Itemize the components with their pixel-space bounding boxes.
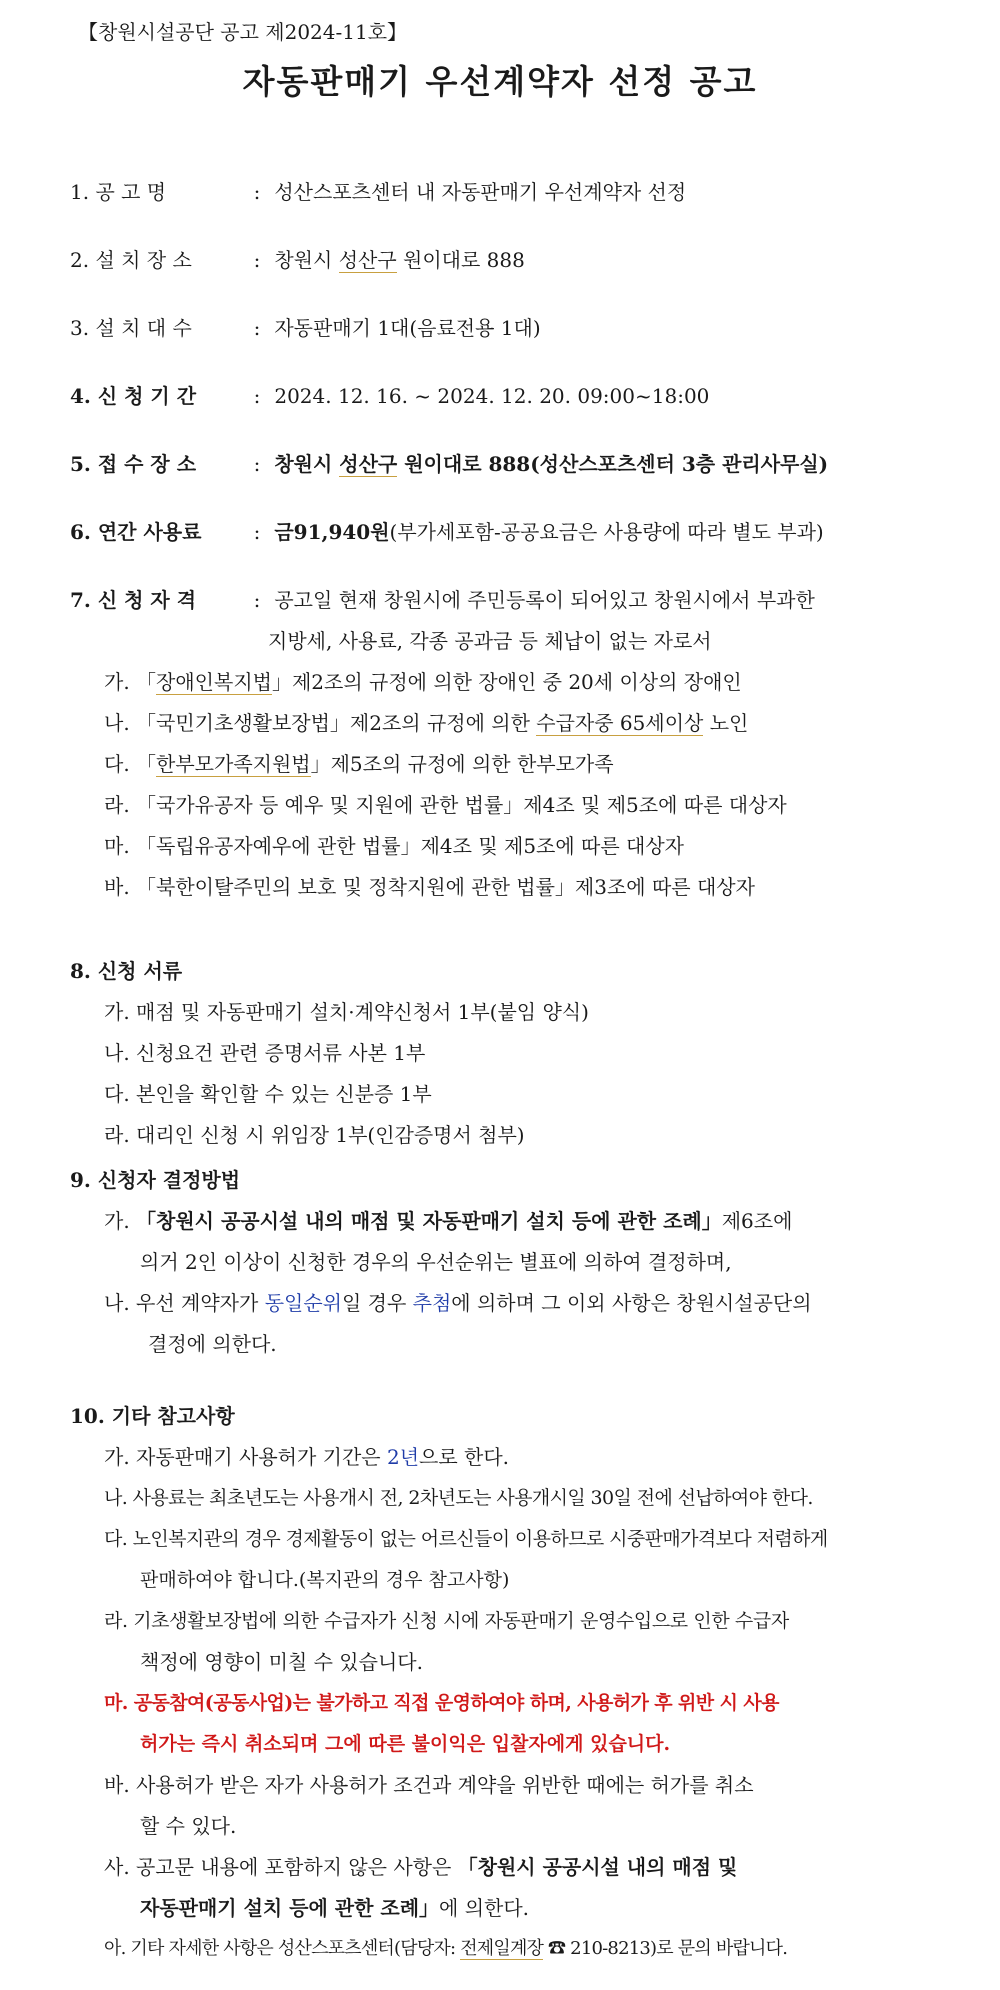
item-7-sub-da: 다. 「한부모가족지원법」제5조의 규정에 의한 한부모가족 xyxy=(104,752,614,776)
item-5-label: 5. 접 수 장 소 xyxy=(70,452,197,476)
item-7-label: 7. 신 청 자 격 xyxy=(70,588,197,612)
item-10-sub-a: 아. 기타 자세한 사항은 성산스포츠센터(담당자: 전제일계장 ☎ 210-8213)로 문의 바랍니다. xyxy=(104,1938,788,1959)
item-7-sub-ba: 바. 「북한이탈주민의 보호 및 정착지원에 관한 법률」제3조에 따른 대상자 xyxy=(104,875,755,899)
item-6: 6. 연간 사용료 : 금91,940원(부가세포함-공공요금은 사용량에 따라 별도 부과) xyxy=(70,520,824,544)
page-title: 자동판매기 우선계약자 선정 공고 xyxy=(242,62,758,101)
item-10-sub-sa: 사. 공고문 내용에 포함하지 않은 사항은 「창원시 공공시설 내의 매점 및 xyxy=(104,1855,738,1879)
item-9-sub-ga-line2: 의거 2인 이상이 신청한 경우의 우선순위는 별표에 의하여 결정하며, xyxy=(140,1250,732,1274)
item-10-sub-ra: 라. 기초생활보장법에 의한 수급자가 신청 시에 자동판매기 운영수입으로 인한 수급자 xyxy=(104,1610,789,1632)
item-2: 2. 설 치 장 소 : 창원시 성산구 원이대로 888 xyxy=(70,248,525,272)
item-1-value: 성산스포츠센터 내 자동판매기 우선계약자 선정 xyxy=(274,180,687,204)
item-10-sub-da: 다. 노인복지관의 경우 경제활동이 없는 어르신들이 이용하므로 시중판매가격보다 저렴하게 xyxy=(104,1528,828,1550)
item-8-sub-ga: 가. 매점 및 자동판매기 설치·계약신청서 1부(붙임 양식) xyxy=(104,1000,589,1024)
item-7-sub-ra: 라. 「국가유공자 등 예우 및 지원에 관한 법률」제4조 및 제5조에 따른 대상자 xyxy=(104,793,787,817)
item-9-sub-na-line2: 결정에 의한다. xyxy=(148,1332,277,1356)
item-10-sub-na: 나. 사용료는 최초년도는 사용개시 전, 2차년도는 사용개시일 30일 전에 선납하여야 한다. xyxy=(104,1487,813,1509)
item-10-sub-ma: 마. 공동참여(공동사업)는 불가하고 직접 운영하여야 하며, 사용허가 후 위반 시 사용 xyxy=(104,1692,779,1714)
item-3-value: 자동판매기 1대(음료전용 1대) xyxy=(274,316,541,340)
item-5: 5. 접 수 장 소 : 창원시 성산구 원이대로 888(성산스포츠센터 3층 관리사무실) xyxy=(70,452,829,476)
item-6-value: 금91,940원(부가세포함-공공요금은 사용량에 따라 별도 부과) xyxy=(274,520,824,544)
item-10-heading: 10. 기타 참고사항 xyxy=(70,1404,235,1428)
item-7-value-line2: 지방세, 사용료, 각종 공과금 등 체납이 없는 자로서 xyxy=(268,629,712,653)
item-7-sub-ga: 가. 「장애인복지법」제2조의 규정에 의한 장애인 중 20세 이상의 장애인 xyxy=(104,670,742,694)
item-8-sub-ra: 라. 대리인 신청 시 위임장 1부(인감증명서 첨부) xyxy=(104,1123,525,1147)
item-9-heading: 9. 신청자 결정방법 xyxy=(70,1168,241,1192)
item-7-sub-na: 나. 「국민기초생활보장법」제2조의 규정에 의한 수급자중 65세이상 노인 xyxy=(104,711,749,735)
item-6-label: 6. 연간 사용료 xyxy=(70,520,202,544)
item-2-label: 2. 설 치 장 소 xyxy=(70,248,192,272)
item-8-heading: 8. 신청 서류 xyxy=(70,959,183,983)
item-8-sub-da: 다. 본인을 확인할 수 있는 신분증 1부 xyxy=(104,1082,432,1106)
item-1-label: 1. 공 고 명 xyxy=(70,180,167,204)
notice-number: 【창원시설공단 공고 제2024-11호】 xyxy=(78,20,408,44)
item-10-sub-da-line2: 판매하여야 합니다.(복지관의 경우 참고사항) xyxy=(140,1569,510,1591)
item-9-sub-na: 나. 우선 계약자가 동일순위일 경우 추첨에 의하며 그 이외 사항은 창원시설공단의 xyxy=(104,1291,812,1315)
item-4-label: 4. 신 청 기 간 xyxy=(70,384,197,408)
item-5-value: 창원시 성산구 원이대로 888(성산스포츠센터 3층 관리사무실) xyxy=(274,452,829,476)
item-10-sub-ba-line2: 할 수 있다. xyxy=(140,1814,237,1838)
item-7-sub-ma: 마. 「독립유공자예우에 관한 법률」제4조 및 제5조에 따른 대상자 xyxy=(104,834,685,858)
item-10-sub-ma-line2: 허가는 즉시 취소되며 그에 따른 불이익은 입찰자에게 있습니다. xyxy=(140,1733,671,1755)
item-10-sub-ra-line2: 책정에 영향이 미칠 수 있습니다. xyxy=(140,1650,423,1674)
item-4-value: 2024. 12. 16. ~ 2024. 12. 20. 09:00~18:00 xyxy=(274,384,710,408)
item-3-label: 3. 설 치 대 수 xyxy=(70,316,192,340)
item-9-sub-ga: 가. 「창원시 공공시설 내의 매점 및 자동판매기 설치 등에 관한 조례」제6조에 xyxy=(104,1209,793,1233)
item-8-sub-na: 나. 신청요건 관련 증명서류 사본 1부 xyxy=(104,1041,426,1065)
item-3: 3. 설 치 대 수 : 자동판매기 1대(음료전용 1대) xyxy=(70,316,541,340)
item-10-sub-ga: 가. 자동판매기 사용허가 기간은 2년으로 한다. xyxy=(104,1445,510,1469)
item-10-sub-sa-line2: 자동판매기 설치 등에 관한 조례」에 의한다. xyxy=(140,1896,530,1920)
item-4: 4. 신 청 기 간 : 2024. 12. 16. ~ 2024. 12. 20. 09:00~18:00 xyxy=(70,384,710,408)
item-10-sub-ba: 바. 사용허가 받은 자가 사용허가 조건과 계약을 위반한 때에는 허가를 취소 xyxy=(104,1773,754,1797)
item-7-value-line1: 공고일 현재 창원시에 주민등록이 되어있고 창원시에서 부과한 xyxy=(274,588,815,612)
phone-icon: ☎ 210-8213 xyxy=(543,1938,651,1959)
item-2-value: 창원시 성산구 원이대로 888 xyxy=(274,248,525,272)
item-7: 7. 신 청 자 격 : 공고일 현재 창원시에 주민등록이 되어있고 창원시에서 부과한 xyxy=(70,588,815,612)
item-1: 1. 공 고 명 : 성산스포츠센터 내 자동판매기 우선계약자 선정 xyxy=(70,180,687,204)
